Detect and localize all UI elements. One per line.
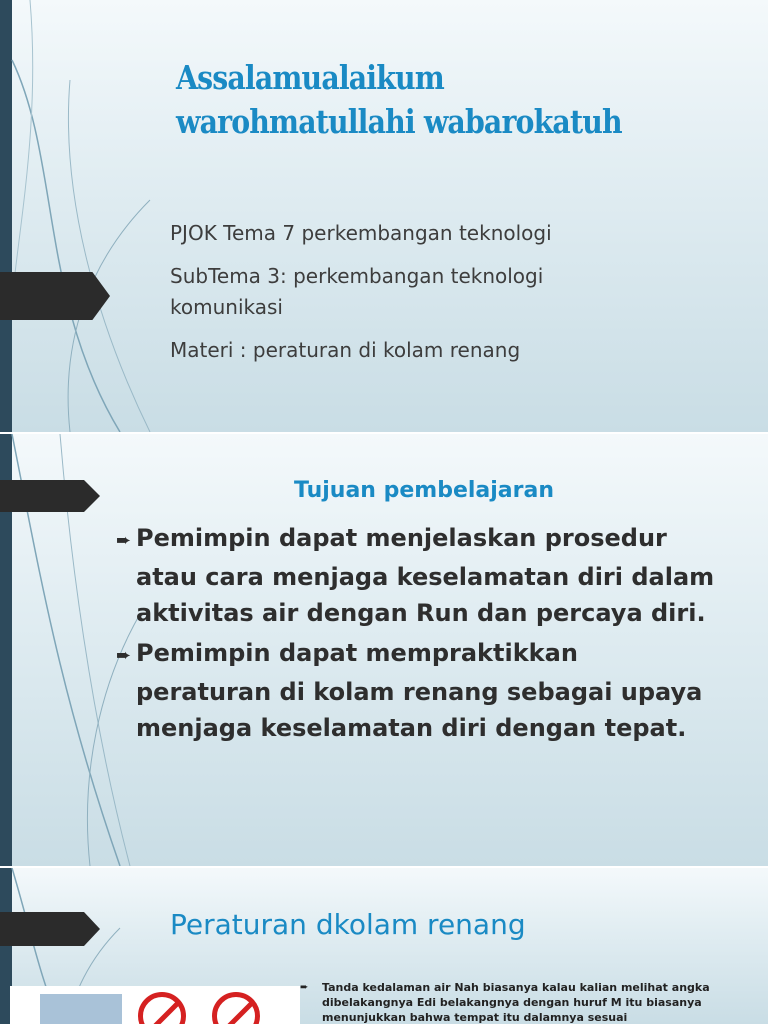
rules-paragraph	[300, 980, 742, 1024]
title-line-1: Assalamualaikum	[176, 58, 444, 97]
slide-objectives	[0, 434, 768, 866]
pool-picture	[40, 994, 122, 1024]
rules-illustration	[10, 986, 300, 1024]
list-item-text: Pemimpin dapat mempraktikkan peraturan di kolam renang sebagai upaya menjaga keselamatan diri dengan tepat.	[136, 639, 703, 742]
rules-heading: Peraturan dkolam renang	[170, 908, 526, 941]
arrow-bullet-icon: ➨	[116, 530, 132, 551]
objectives-list	[116, 520, 716, 750]
title-line-2: warohmatullahi wabarokatuh	[176, 102, 622, 141]
rules-paragraph-text: Tanda kedalaman air Nah biasanya kalau kalian melihat angka dibelakangnya Edi belakangnya dengan huruf M itu biasanya menunjukkan bahwa tempat itu dalamnya sesuai	[322, 981, 710, 1024]
subtitle-topic: PJOK Tema 7 perkembangan teknologi	[170, 221, 552, 245]
no-diving-sign-icon	[138, 992, 186, 1024]
slide-title	[0, 0, 768, 432]
arrow-bullet-icon: ➨	[300, 982, 309, 993]
list-item	[116, 520, 716, 631]
slide-rules	[0, 868, 768, 1024]
arrow-tab	[0, 912, 100, 946]
page-title	[176, 56, 735, 144]
arrow-tab	[0, 480, 100, 512]
subtitle-block	[170, 218, 640, 378]
arrow-bullet-icon: ➨	[116, 645, 132, 666]
list-item-text: Pemimpin dapat menjelaskan prosedur atau cara menjaga keselamatan diri dalam aktivitas air dengan Run dan percaya diri.	[136, 524, 715, 627]
arrow-tab	[0, 272, 110, 320]
subtitle-subtopic: SubTema 3: perkembangan teknologi komunikasi	[170, 264, 544, 319]
objectives-heading: Tujuan pembelajaran	[294, 478, 555, 503]
subtitle-material: Materi : peraturan di kolam renang	[170, 338, 521, 362]
no-running-sign-icon	[212, 992, 260, 1024]
list-item	[116, 635, 716, 746]
